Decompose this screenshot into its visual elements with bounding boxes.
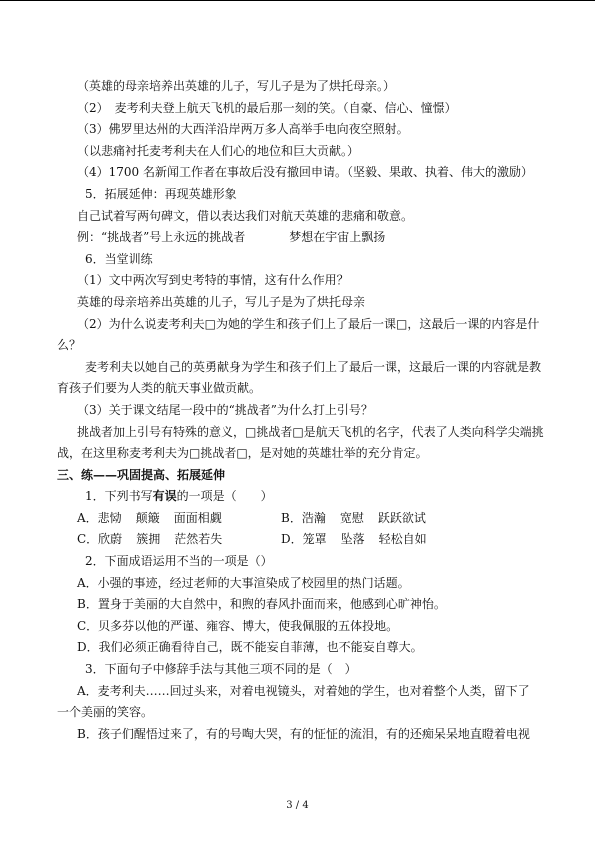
example-line (57, 227, 539, 249)
question-line: （3）关于课文结尾一段中的“挑战者”为什么打上引号？ (77, 402, 373, 417)
q1-after: 的一项是（ ） (176, 489, 273, 504)
section-heading: 5．拓展延伸：再现英雄形象 (85, 186, 237, 201)
option-line: B．置身于美丽的大自然中，和煦的春风扑面而来，他感到心旷神怡。 (77, 597, 446, 612)
q1-bold-word: 有误 (152, 489, 177, 504)
section-heading: 6．当堂训练 (85, 251, 153, 266)
option-a: A．悲恸 颠簸 面面相觑 (77, 510, 222, 525)
document-body (57, 76, 544, 745)
option-line: C．贝多芬以他的严谨、雍容、博大，使我佩服的五体投地。 (77, 618, 399, 633)
text-line: （2） 麦考利夫登上航天飞机的最后那一刻的笑。（自豪、信心、憧憬） (77, 100, 457, 115)
question-line: 么？ (57, 338, 82, 353)
q1-before: 1．下列书写 (85, 489, 153, 504)
part-heading: 三、练——巩固提高、拓展延伸 (57, 467, 226, 482)
answer-line: 英雄的母亲培养出英雄的儿子，写儿子是为了烘托母亲 (77, 294, 366, 309)
question-line: （1）文中两次写到史考特的事情，这有什么作用？ (77, 273, 349, 288)
answer-line: 挑战者加上引号有特殊的意义，□挑战者□是航天飞机的名字，代表了人类向科学尖端挑 (77, 424, 544, 439)
text-line: （3）佛罗里达州的大西洋沿岸两万多人高举手电向夜空照射。 (77, 122, 409, 137)
option-line: A．麦考利夫……回过头来，对着电视镜头，对着她的学生，也对着整个人类，留下了 (77, 683, 530, 698)
option-line: B．孩子们醒悟过来了，有的号啕大哭，有的怔怔的流泪，有的还痴呆呆地直瞪着电视 (77, 726, 530, 741)
question-line: （2）为什么说麦考利夫□为她的学生和孩子们上了最后一课□，这最后一课的内容是什 (77, 316, 540, 331)
exercise-question: 2．下面成语运用不当的一项是（） (85, 554, 273, 569)
text-line: 自己试着写两句碑文，借以表达我们对航天英雄的悲痛和敬意。 (77, 208, 414, 223)
text-line: （英雄的母亲培养出英雄的儿子，写儿子是为了烘托母亲。） (77, 79, 396, 93)
option-line: 一个美丽的笑容。 (57, 705, 154, 720)
answer-line: 战，在这里称麦考利夫为□挑战者□，是对她的英雄壮举的充分肯定。 (57, 446, 428, 461)
option-b: B．浩瀚 宽慰 跃跃欲试 (281, 510, 426, 525)
answer-line: 麦考利夫以她自己的英勇献身为学生和孩子们上了最后一课，这最后一课的内容就是教 (85, 359, 542, 374)
exercise-question: 3．下面句子中修辞手法与其他三项不同的是（ ） (85, 662, 357, 677)
page-number: 3 / 4 (286, 800, 309, 811)
top-rule (0, 0, 595, 1)
answer-line: 育孩子们要为人类的航天事业做贡献。 (57, 381, 262, 396)
example-suffix: 梦想在宇宙上飘扬 (289, 230, 386, 245)
options-row (57, 529, 539, 551)
option-c: C．欣蔚 簇拥 茫然若失 (77, 532, 223, 547)
option-d: D．笼罩 坠落 轻松自如 (281, 532, 427, 547)
option-line: A．小强的事迹，经过老师的大事渲染成了校园里的热门话题。 (77, 575, 410, 590)
options-row (57, 508, 539, 530)
exercise-question (57, 486, 539, 508)
example-prefix: 例：“挑战者”号上永远的挑战者 (77, 230, 246, 245)
option-line: D．我们必须正确看待自己，既不能妄自菲薄，也不能妄自尊大。 (77, 640, 423, 655)
text-line: （4）1700 名新闻工作者在事故后没有撤回申请。（坚毅、果敢、执着、伟大的激励） (77, 165, 533, 180)
text-line: （以悲痛衬托麦考利夫在人们心的地位和巨大贡献。） (77, 143, 360, 158)
